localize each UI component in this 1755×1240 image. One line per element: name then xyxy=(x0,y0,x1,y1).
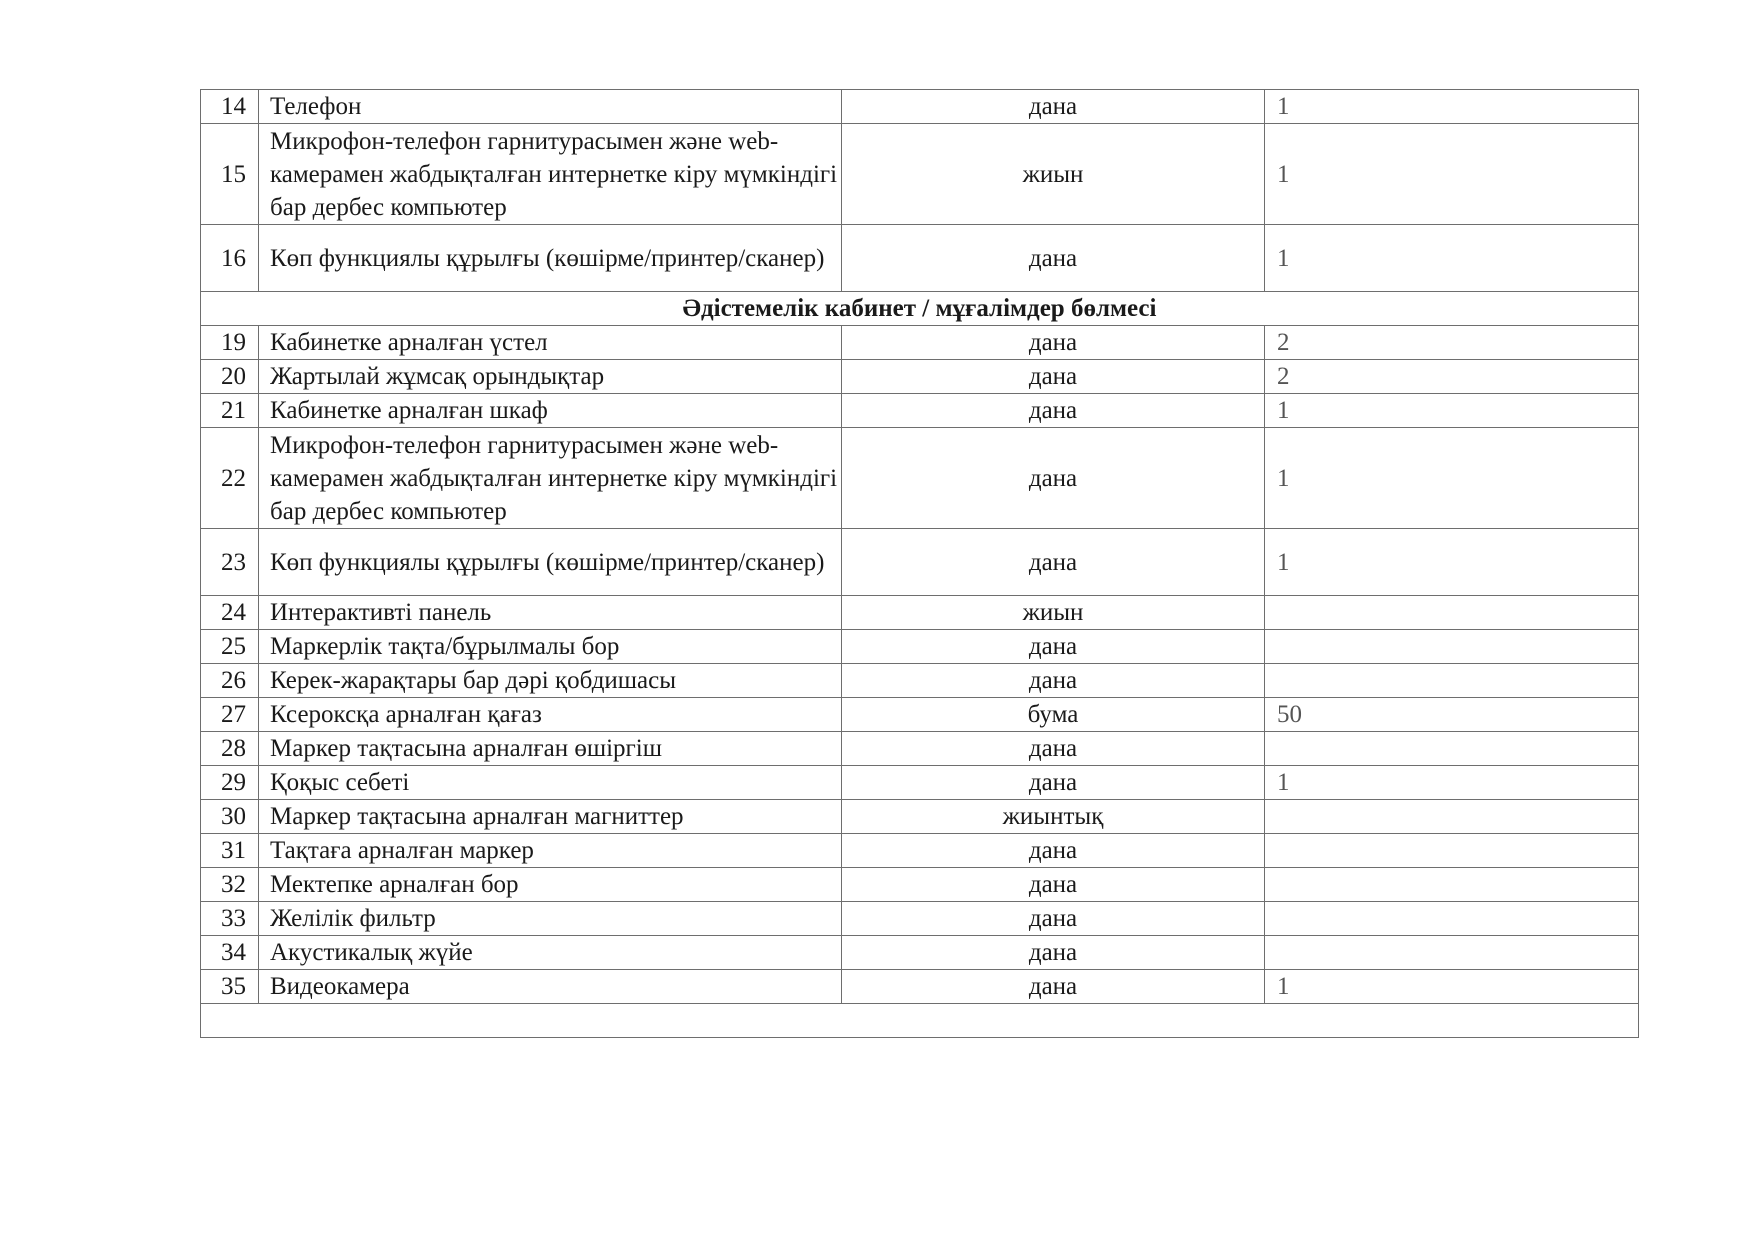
table-row xyxy=(201,630,1639,664)
item-name-cell: Акустикалық жүйе xyxy=(259,936,842,970)
row-number-cell: 14 xyxy=(201,90,259,124)
row-number-cell: 33 xyxy=(201,902,259,936)
quantity-cell xyxy=(1265,664,1639,698)
row-number-cell: 15 xyxy=(201,124,259,225)
row-number-cell: 31 xyxy=(201,834,259,868)
unit-cell: дана xyxy=(842,360,1265,394)
quantity-cell xyxy=(1265,936,1639,970)
quantity-cell: 50 xyxy=(1265,698,1639,732)
row-number-cell: 28 xyxy=(201,732,259,766)
row-number-cell: 26 xyxy=(201,664,259,698)
empty-row xyxy=(201,1004,1639,1038)
quantity-cell: 1 xyxy=(1265,766,1639,800)
table-row xyxy=(201,124,1639,225)
quantity-cell: 1 xyxy=(1265,225,1639,292)
item-name-cell: Желілік фильтр xyxy=(259,902,842,936)
table-row xyxy=(201,360,1639,394)
row-number-cell: 34 xyxy=(201,936,259,970)
table-row xyxy=(201,732,1639,766)
unit-cell: дана xyxy=(842,970,1265,1004)
table-row xyxy=(201,529,1639,596)
row-number-cell: 20 xyxy=(201,360,259,394)
quantity-cell xyxy=(1265,596,1639,630)
unit-cell: жиынтық xyxy=(842,800,1265,834)
table-row xyxy=(201,766,1639,800)
quantity-cell: 1 xyxy=(1265,529,1639,596)
item-name-cell: Видеокамера xyxy=(259,970,842,1004)
row-number-cell: 29 xyxy=(201,766,259,800)
item-name-cell: Маркер тақтасына арналған өшіргіш xyxy=(259,732,842,766)
table-row xyxy=(201,698,1639,732)
row-number-cell: 24 xyxy=(201,596,259,630)
item-name-cell: Ксероксқа арналған қағаз xyxy=(259,698,842,732)
row-number-cell: 27 xyxy=(201,698,259,732)
row-number-cell: 25 xyxy=(201,630,259,664)
quantity-cell: 2 xyxy=(1265,360,1639,394)
item-name-cell: Интерактивті панель xyxy=(259,596,842,630)
table-row xyxy=(201,596,1639,630)
item-name-cell: Керек-жарақтары бар дәрі қобдишасы xyxy=(259,664,842,698)
unit-cell: дана xyxy=(842,630,1265,664)
item-name-cell: Көп функциялы құрылғы (көшірме/принтер/сканер) xyxy=(259,225,842,292)
unit-cell: дана xyxy=(842,902,1265,936)
empty-cell xyxy=(201,1004,1639,1038)
quantity-cell: 1 xyxy=(1265,90,1639,124)
table-footer-group xyxy=(201,1004,1639,1038)
item-name-cell: Қоқыс себеті xyxy=(259,766,842,800)
unit-cell: дана xyxy=(842,834,1265,868)
item-name-cell: Кабинетке арналған шкаф xyxy=(259,394,842,428)
item-name-cell: Телефон xyxy=(259,90,842,124)
unit-cell: дана xyxy=(842,664,1265,698)
row-number-cell: 32 xyxy=(201,868,259,902)
table-row xyxy=(201,428,1639,529)
quantity-cell xyxy=(1265,834,1639,868)
unit-cell: жиын xyxy=(842,124,1265,225)
table-row xyxy=(201,664,1639,698)
equipment-table-bottom-group xyxy=(201,326,1639,1004)
item-name-cell: Маркер тақтасына арналған магниттер xyxy=(259,800,842,834)
unit-cell: жиын xyxy=(842,596,1265,630)
quantity-cell: 1 xyxy=(1265,970,1639,1004)
unit-cell: дана xyxy=(842,90,1265,124)
item-name-cell: Микрофон-телефон гарнитурасымен және web-камерамен жабдықталған интернетке кіру мүмкіндігі бар дербес компьютер xyxy=(259,428,842,529)
item-name-cell: Кабинетке арналған үстел xyxy=(259,326,842,360)
unit-cell: дана xyxy=(842,766,1265,800)
row-number-cell: 19 xyxy=(201,326,259,360)
unit-cell: дана xyxy=(842,868,1265,902)
quantity-cell xyxy=(1265,732,1639,766)
section-header-row xyxy=(201,292,1639,326)
section-title: Әдістемелік кабинет / мұғалімдер бөлмесі xyxy=(201,292,1639,326)
item-name-cell: Тақтаға арналған маркер xyxy=(259,834,842,868)
table-row xyxy=(201,936,1639,970)
table-row xyxy=(201,970,1639,1004)
table-row xyxy=(201,326,1639,360)
quantity-cell xyxy=(1265,800,1639,834)
quantity-cell: 2 xyxy=(1265,326,1639,360)
unit-cell: дана xyxy=(842,225,1265,292)
quantity-cell: 1 xyxy=(1265,394,1639,428)
table-row xyxy=(201,834,1639,868)
unit-cell: дана xyxy=(842,936,1265,970)
table-row xyxy=(201,902,1639,936)
quantity-cell xyxy=(1265,868,1639,902)
item-name-cell: Микрофон-телефон гарнитурасымен және web-камерамен жабдықталған интернетке кіру мүмкіндігі бар дербес компьютер xyxy=(259,124,842,225)
unit-cell: бума xyxy=(842,698,1265,732)
item-name-cell: Көп функциялы құрылғы (көшірме/принтер/сканер) xyxy=(259,529,842,596)
equipment-table-top-group xyxy=(201,90,1639,292)
quantity-cell xyxy=(1265,630,1639,664)
unit-cell: дана xyxy=(842,732,1265,766)
row-number-cell: 22 xyxy=(201,428,259,529)
row-number-cell: 30 xyxy=(201,800,259,834)
unit-cell: дана xyxy=(842,394,1265,428)
item-name-cell: Жартылай жұмсақ орындықтар xyxy=(259,360,842,394)
table-row xyxy=(201,800,1639,834)
unit-cell: дана xyxy=(842,326,1265,360)
item-name-cell: Маркерлік тақта/бұрылмалы бор xyxy=(259,630,842,664)
row-number-cell: 23 xyxy=(201,529,259,596)
section-header-group xyxy=(201,292,1639,326)
unit-cell: дана xyxy=(842,529,1265,596)
quantity-cell: 1 xyxy=(1265,428,1639,529)
row-number-cell: 21 xyxy=(201,394,259,428)
table-row xyxy=(201,394,1639,428)
item-name-cell: Мектепке арналған бор xyxy=(259,868,842,902)
row-number-cell: 35 xyxy=(201,970,259,1004)
quantity-cell: 1 xyxy=(1265,124,1639,225)
quantity-cell xyxy=(1265,902,1639,936)
table-row xyxy=(201,868,1639,902)
unit-cell: дана xyxy=(842,428,1265,529)
row-number-cell: 16 xyxy=(201,225,259,292)
equipment-table xyxy=(200,89,1639,1038)
table-row xyxy=(201,225,1639,292)
table-row xyxy=(201,90,1639,124)
